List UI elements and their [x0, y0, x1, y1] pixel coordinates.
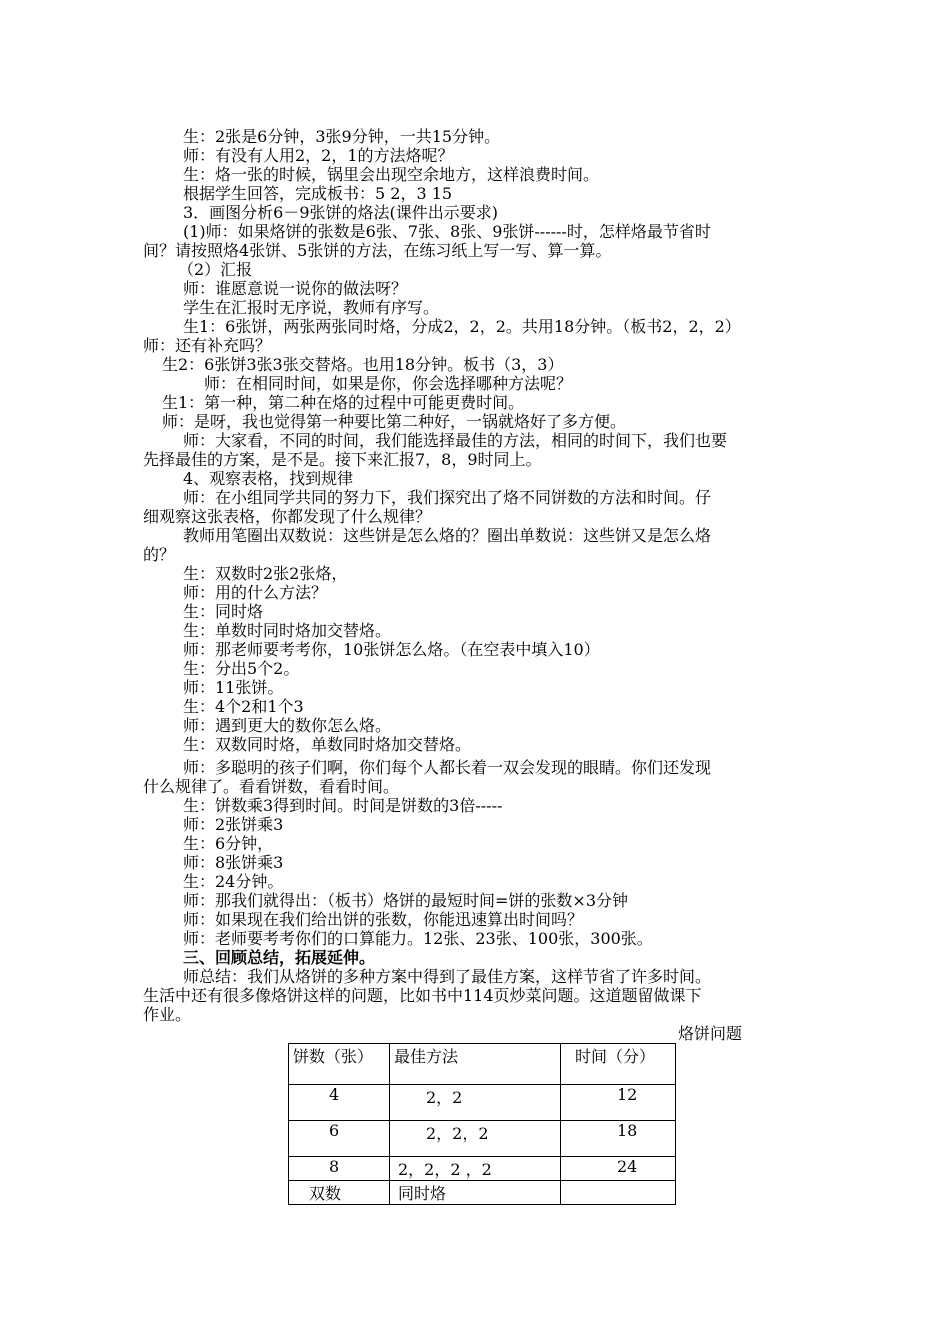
header-cell: 时间（分）	[561, 1044, 676, 1085]
text-line: 的？	[143, 545, 176, 564]
text-line: 先择最佳的方案，是不是。接下来汇报7，8，9时同上。	[143, 450, 542, 469]
text-line: 师：遇到更大的数你怎么烙。	[183, 716, 392, 735]
text-line: 生：双数同时烙，单数同时烙加交替烙。	[183, 735, 472, 754]
text-line: 生：烙一张的时候，锅里会出现空余地方，这样浪费时间。	[183, 165, 600, 184]
table-row	[289, 1085, 676, 1121]
text-line: 细观察这张表格，你都发现了什么规律？	[143, 507, 432, 526]
text-line: 师：8张饼乘3	[183, 853, 284, 872]
table-cell	[561, 1181, 676, 1205]
pancake-table	[288, 1043, 676, 1205]
text-line: 根据学生回答，完成板书：5 2，3 15	[183, 184, 453, 203]
text-line: 生：6分钟，	[183, 834, 274, 853]
text-line: 生2：6张饼3张3张交替烙。也用18分钟。板书（3，3）	[162, 355, 564, 374]
table-cell: 2，2，2 ，2	[390, 1157, 561, 1181]
text-line: 生：同时烙	[183, 602, 264, 621]
table-header-row	[289, 1044, 676, 1085]
text-line: 师：多聪明的孩子们啊，你们每个人都长着一双会发现的眼睛。你们还发现	[183, 758, 712, 777]
text-line: 师：2张饼乘3	[183, 815, 284, 834]
text-line: 教师用笔圈出双数说：这些饼是怎么烙的？圈出单数说：这些饼又是怎么烙	[183, 526, 712, 545]
section-heading: 三、回顾总结，拓展延伸。	[183, 948, 376, 967]
table-row	[289, 1121, 676, 1157]
table-cell: 24	[561, 1157, 676, 1181]
text-line: 生1：第一种，第二种在烙的过程中可能更费时间。	[162, 393, 525, 412]
text-line: 师：如果现在我们给出饼的张数，你能迅速算出时间吗？	[183, 910, 584, 929]
table-cell: 同时烙	[390, 1181, 561, 1205]
table-cell: 6	[289, 1121, 390, 1157]
text-line: 师：老师要考考你们的口算能力。12张、23张、100张，300张。	[183, 929, 653, 948]
text-line: 生：分出5个2。	[183, 659, 300, 678]
header-cell: 最佳方法	[390, 1044, 561, 1085]
text-line: 间？请按照烙4张饼、5张饼的方法，在练习纸上写一写、算一算。	[143, 241, 612, 260]
text-line: 什么规律了。看看饼数，看看时间。	[143, 777, 400, 796]
table-cell: 18	[561, 1121, 676, 1157]
text-line: 生1：6张饼，两张两张同时烙，分成2，2，2。共用18分钟。（板书2，2，2）	[183, 317, 741, 336]
text-line: 师：那我们就得出：（板书）烙饼的最短时间=饼的张数×3分钟	[183, 891, 628, 910]
text-line: 师：用的什么方法？	[183, 583, 328, 602]
text-line: 生：单数时同时烙加交替烙。	[183, 621, 392, 640]
text-line: 生：2张是6分钟，3张9分钟，一共15分钟。	[183, 127, 501, 146]
text-line: 师：还有补充吗？	[143, 336, 272, 355]
text-line: 师：大家看，不同的时间，我们能选择最佳的方法，相同的时间下，我们也要	[183, 431, 728, 450]
text-line: 学生在汇报时无序说，教师有序写。	[183, 298, 440, 317]
table-row	[289, 1181, 676, 1205]
text-line: 师：在小组同学共同的努力下，我们探究出了烙不同饼数的方法和时间。仔	[183, 488, 712, 507]
text-line: 生：双数时2张2张烙，	[183, 564, 348, 583]
text-line: 4、观察表格，找到规律	[183, 469, 354, 488]
table-cell: 双数	[289, 1181, 390, 1205]
text-line: （2）汇报	[178, 260, 253, 279]
text-line: 师：在相同时间，如果是你，你会选择哪种方法呢？	[204, 374, 573, 393]
text-line: 生：4个2和1个3	[183, 697, 304, 716]
table-cell: 2，2，2	[390, 1121, 561, 1157]
text-line: 师总结：我们从烙饼的多种方案中得到了最佳方案，这样节省了许多时间。	[183, 967, 712, 986]
table-cell: 4	[289, 1085, 390, 1121]
text-line: 生：24分钟。	[183, 872, 284, 891]
text-line: (1)师：如果烙饼的张数是6张、7张、8张、9张饼------时，怎样烙最节省时	[183, 222, 711, 241]
text-line: 3．画图分析6－9张饼的烙法(课件出示要求)	[183, 203, 499, 222]
text-line: 生活中还有很多像烙饼这样的问题，比如书中114页炒菜问题。这道题留做课下	[143, 986, 702, 1005]
text-line: 生：饼数乘3得到时间。时间是饼数的3倍-----	[183, 796, 503, 815]
text-line: 作业。	[143, 1005, 192, 1024]
table-cell: 2，2	[390, 1085, 561, 1121]
text-line: 师：有没有人用2，2，1的方法烙呢？	[183, 146, 454, 165]
table-cell: 8	[289, 1157, 390, 1181]
table-row	[289, 1157, 676, 1181]
table-cell: 12	[561, 1085, 676, 1121]
text-line: 师：谁愿意说一说你的做法呀？	[183, 279, 408, 298]
text-line: 师：是呀，我也觉得第一种要比第二种好，一锅就烙好了多方便。	[162, 412, 627, 431]
text-line: 师：那老师要考考你，10张饼怎么烙。（在空表中填入10）	[183, 640, 600, 659]
table-caption: 烙饼问题	[678, 1024, 743, 1043]
header-cell: 饼数（张）	[289, 1044, 390, 1085]
text-line: 师：11张饼。	[183, 678, 284, 697]
